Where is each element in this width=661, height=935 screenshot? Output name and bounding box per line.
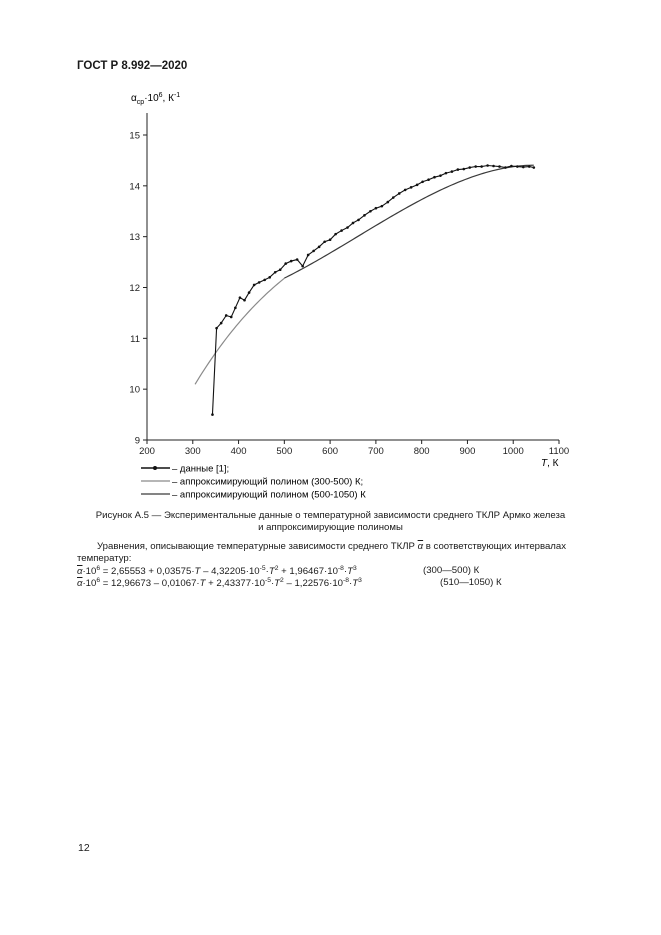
data-point	[404, 189, 407, 192]
data-point	[410, 186, 413, 189]
data-point	[457, 168, 460, 171]
legend-poly1-label: – аппроксимирующий полином (300-500) К;	[172, 476, 364, 488]
data-point	[215, 327, 218, 330]
data-point	[211, 413, 214, 416]
x-axis-label: T, К	[541, 458, 559, 469]
data-point	[439, 174, 442, 177]
data-point	[248, 291, 251, 294]
approx-curve-500-1050	[284, 165, 533, 278]
data-point	[239, 296, 242, 299]
x-tick-label: 600	[322, 446, 339, 457]
x-tick-label: 300	[184, 446, 201, 457]
data-point	[323, 240, 326, 243]
data-point	[346, 226, 349, 229]
data-point	[318, 246, 321, 249]
data-point	[268, 276, 271, 279]
data-point	[329, 238, 332, 241]
legend-data-marker	[153, 466, 157, 470]
x-tick-label: 800	[413, 446, 430, 457]
x-tick-label: 400	[230, 446, 247, 457]
data-point	[290, 260, 293, 263]
data-point	[263, 279, 266, 282]
data-point	[258, 281, 261, 284]
legend-poly2-label: – аппроксимирующий полином (500-1050) К	[172, 489, 366, 501]
data-point	[381, 205, 384, 208]
data-series-line	[212, 166, 533, 415]
data-point	[369, 210, 372, 213]
data-point	[492, 165, 495, 168]
data-point	[279, 268, 282, 271]
chart-axes	[147, 113, 559, 440]
data-point	[416, 184, 419, 187]
data-point	[357, 219, 360, 222]
data-point	[301, 265, 304, 268]
data-point	[522, 166, 525, 169]
data-point	[340, 229, 343, 232]
y-tick-label: 10	[129, 384, 140, 396]
y-tick-label: 14	[129, 181, 140, 193]
data-point	[445, 172, 448, 175]
figure-caption-line1: Рисунок А.5 — Экспериментальные данные о температурной зависимости среднего ТКЛР Армко железа	[95, 510, 566, 521]
y-tick-label: 13	[129, 232, 140, 244]
data-point	[230, 316, 233, 319]
data-point	[421, 180, 424, 183]
page-number: 12	[78, 842, 90, 854]
data-point	[220, 322, 223, 325]
data-point	[504, 166, 507, 169]
data-point	[352, 222, 355, 225]
y-axis-label: $\alpha_{ср}\cdot 10^6$, $К^{-1}$	[131, 92, 181, 106]
data-point	[510, 165, 513, 168]
y-tick-label: 12	[129, 283, 140, 294]
equations-intro: Уравнения, описывающие температурные зависимости среднего ТКЛР $\overline{\alpha}$ в соответствующих интервалах температур:	[77, 541, 567, 564]
equation-2: $\overline{\alpha}\cdot 10^6 = 12,96673 - 0,01067\cdot T + 2,43377\cdot 10^{-5}\cdot T^2 - 1,22576\cdot 10^{-8}\cdot T^3$ (510—1050) К	[77, 577, 502, 590]
data-point	[474, 165, 477, 168]
data-point	[334, 233, 337, 236]
x-tick-label: 500	[276, 446, 293, 457]
data-point	[533, 166, 536, 169]
data-point	[392, 196, 395, 199]
data-point	[243, 299, 246, 302]
figure-caption-line2: и аппроксимирующие полиномы	[258, 522, 403, 533]
data-point	[528, 165, 531, 168]
data-point	[486, 164, 489, 167]
legend-data-label: – данные [1];	[172, 463, 230, 475]
chart-curves	[195, 165, 534, 384]
data-point	[284, 262, 287, 265]
data-point	[386, 201, 389, 204]
approx-curve-300-500	[195, 278, 284, 384]
data-point	[468, 166, 471, 169]
data-point	[225, 314, 228, 317]
data-point	[451, 170, 454, 173]
data-point	[462, 168, 465, 171]
x-tick-label: 700	[367, 446, 384, 457]
data-point	[498, 165, 501, 168]
chart-legend	[141, 464, 366, 501]
equation-2-range: (510—1050) К	[440, 577, 502, 588]
data-point	[234, 307, 237, 310]
x-tick-label: 1000	[502, 446, 524, 457]
data-point	[375, 207, 378, 210]
chart-points	[211, 164, 535, 416]
data-point	[253, 284, 256, 287]
x-tick-label: 900	[459, 446, 476, 457]
chart-ticks	[129, 131, 569, 458]
x-tick-label: 1100	[548, 446, 570, 457]
y-tick-label: 15	[129, 130, 140, 142]
data-point	[274, 271, 277, 274]
data-point	[516, 165, 519, 168]
equation-1-range: (300—500) К	[423, 565, 480, 576]
data-point	[433, 176, 436, 179]
data-point	[427, 178, 430, 181]
y-tick-label: 11	[130, 333, 140, 345]
data-point	[363, 214, 366, 217]
data-point	[307, 254, 310, 257]
data-point	[296, 258, 299, 261]
y-tick-label: 9	[134, 435, 140, 447]
equation-1: $\overline{\alpha}\cdot 10^6 = 2,65553 + 0,03575\cdot T - 4,32205\cdot 10^{-5}\cdot T^2 + 1,96467\cdot 10^{-8}\cdot T^3$ (300—500) К	[77, 565, 480, 578]
data-point	[312, 250, 315, 253]
document-code: ГОСТ Р 8.992—2020	[77, 60, 188, 72]
data-point	[398, 192, 401, 195]
x-tick-label: 200	[139, 446, 155, 457]
data-point	[480, 165, 483, 168]
